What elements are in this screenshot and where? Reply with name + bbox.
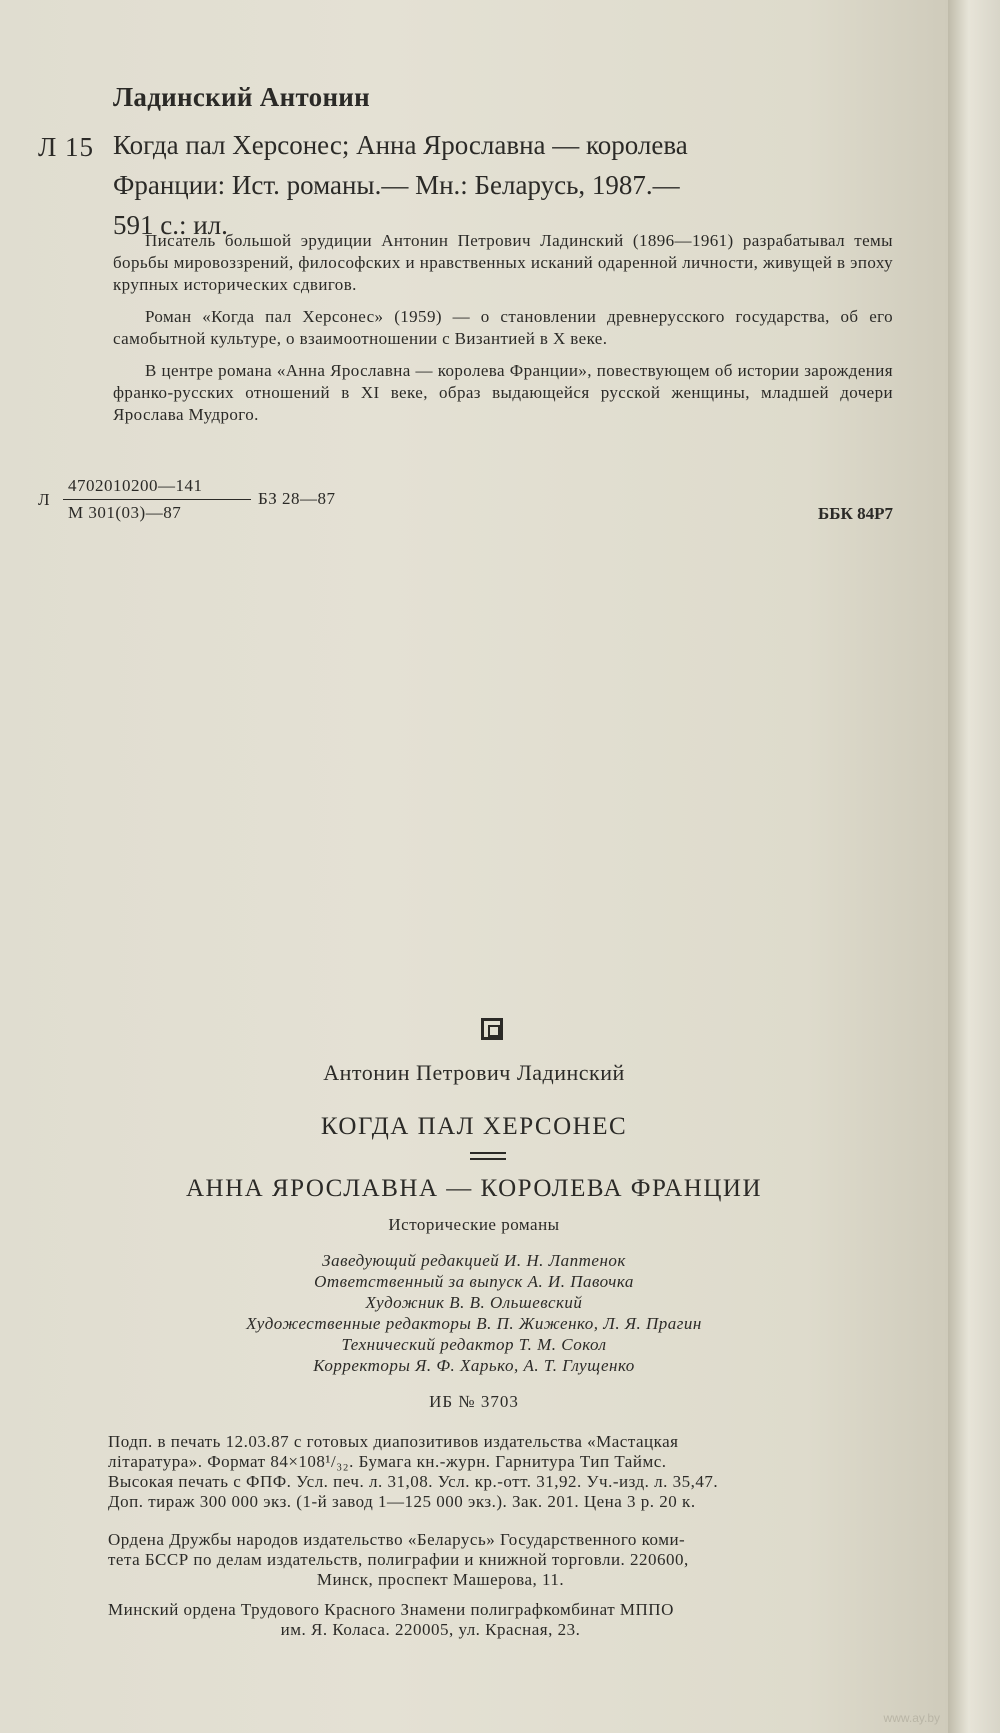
page-edge <box>948 0 1000 1733</box>
publisher-line: Минск, проспект Машерова, 11. <box>316 1570 565 1589</box>
annotation-paragraph: В центре романа «Анна Ярославна — королева Франции», повествующем об истории зарождения франко-русских отношений в XI веке, образ выдающейся русской женщины, младшей дочери Ярослава Мудрого. <box>113 361 893 424</box>
credit-line: Корректоры Я. Ф. Харько, А. Т. Глущенко <box>313 1356 635 1375</box>
credits-list <box>0 1250 948 1376</box>
card-annotation <box>113 230 893 436</box>
credit-line: Ответственный за выпуск А. И. Павочка <box>314 1272 634 1291</box>
annotation-paragraph: Писатель большой эрудиции Антонин Петрович Ладинский (1896—1961) разрабатывал темы борьбы мировоззрений, философских и нравственных исканий одаренной личности, живущей в эпоху крупных исторических сдвигов. <box>113 231 893 294</box>
printer-line: им. Я. Коласа. 220005, ул. Красная, 23. <box>280 1620 581 1639</box>
credit-line: Художественные редакторы В. П. Жиженко, Л. Я. Прагин <box>246 1314 702 1333</box>
index-numerator: 4702010200—141 <box>68 476 203 495</box>
title-divider <box>470 1158 506 1160</box>
printer-info <box>108 1600 843 1640</box>
bib-line: 591 с.: ил. <box>113 210 228 240</box>
index-bz: БЗ 28—87 <box>258 489 336 508</box>
bbk-code: ББК 84Р7 <box>818 504 893 523</box>
tech-line: Высокая печать с ФПФ. Усл. печ. л. 31,08. Усл. кр.-отт. 31,92. Уч.-изд. л. 35,47. <box>108 1472 719 1491</box>
tech-line: Доп. тираж 300 000 экз. (1-й завод 1—125 000 экз.). Зак. 201. Цена 3 р. 20 к. <box>108 1492 696 1511</box>
index-fraction-line <box>63 499 251 500</box>
annotation-paragraph: Роман «Когда пал Херсонес» (1959) — о становлении древнерусского государства, об его самобытной культуре, о взаимоотношении с Византией в X веке. <box>113 307 893 348</box>
tech-line: літаратура». Формат 84×108¹/₃₂. Бумага кн.-журн. Гарнитура Тип Таймс. <box>108 1452 667 1471</box>
publisher-line: Ордена Дружбы народов издательство «Беларусь» Государственного коми- <box>108 1530 686 1549</box>
card-code: Л 15 <box>38 132 95 162</box>
bib-line: Франции: Ист. романы.— Мн.: Беларусь, 1987.— <box>113 170 680 200</box>
bib-line: Когда пал Херсонес; Анна Ярославна — королева <box>113 130 688 160</box>
tech-line: Подп. в печать 12.03.87 с готовых диапозитивов издательства «Мастацкая <box>108 1432 679 1451</box>
title-divider <box>470 1152 506 1154</box>
credit-line: Заведующий редакцией И. Н. Лаптенок <box>322 1251 626 1270</box>
publisher-line: тета БССР по делам издательств, полиграфии и книжной торговли. 220600, <box>108 1550 689 1569</box>
ib-number: ИБ № 3703 <box>429 1392 519 1411</box>
credit-line: Технический редактор Т. М. Сокол <box>341 1335 607 1354</box>
publisher-logo-icon <box>481 1018 503 1040</box>
imprint-genre: Исторические романы <box>388 1215 560 1234</box>
card-bibliographic-entry <box>113 125 893 245</box>
index-denominator: М 301(03)—87 <box>68 503 182 522</box>
card-author: Ладинский Антонин <box>113 82 371 112</box>
publisher-info <box>108 1530 843 1590</box>
technical-details <box>108 1432 843 1512</box>
watermark: www.ay.by <box>883 1711 940 1725</box>
imprint-title-2: АННА ЯРОСЛАВНА — КОРОЛЕВА ФРАНЦИИ <box>185 1175 763 1202</box>
imprint-author: Антонин Петрович Ладинский <box>323 1060 625 1085</box>
imprint-title-1: КОГДА ПАЛ ХЕРСОНЕС <box>320 1113 628 1140</box>
printer-line: Минский ордена Трудового Красного Знамени полиграфкомбинат МППО <box>108 1600 674 1619</box>
index-letter: Л <box>38 490 50 509</box>
credit-line: Художник В. В. Ольшевский <box>365 1293 583 1312</box>
